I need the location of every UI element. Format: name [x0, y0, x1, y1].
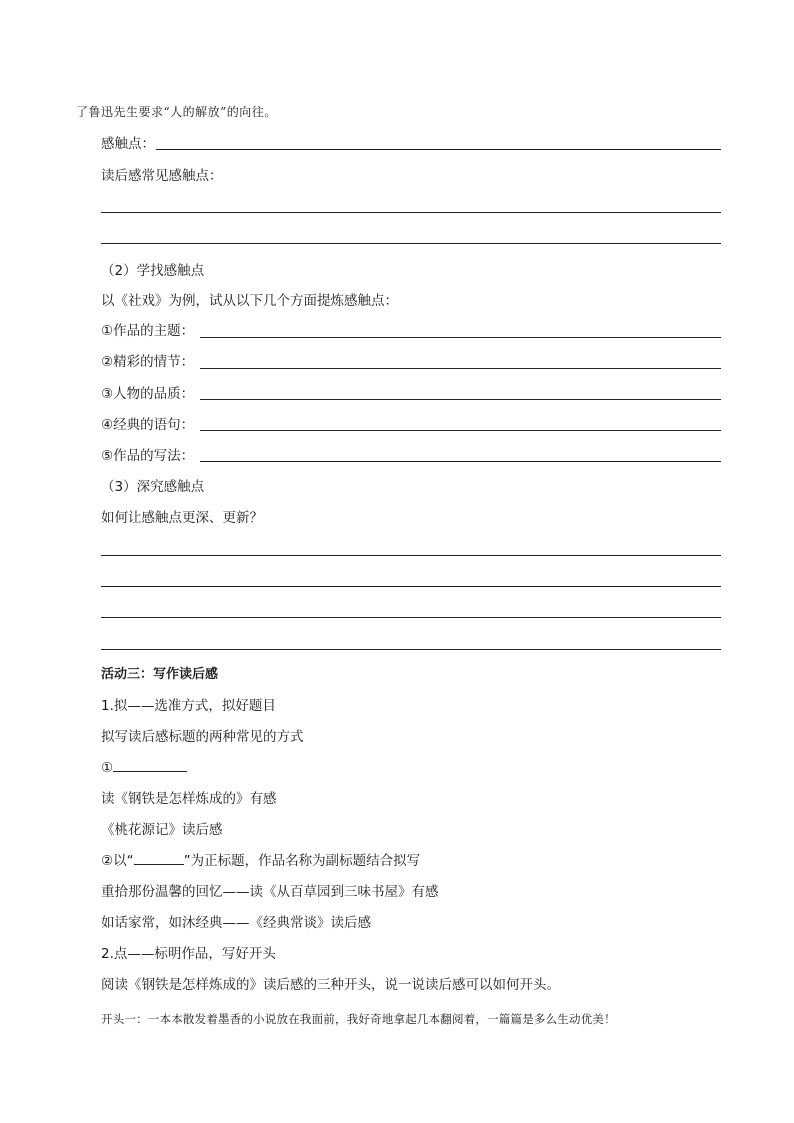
touchpoint-label: 感触点： — [101, 136, 155, 152]
aspect-technique-label: ⑤作品的写法： — [101, 448, 195, 464]
title-example: 读《钢铁是怎样炼成的》有感 — [101, 791, 277, 807]
method2-blank[interactable] — [134, 852, 184, 865]
method1-row — [101, 759, 187, 777]
answer-line[interactable] — [101, 212, 721, 213]
aspect-answer-line[interactable] — [200, 337, 721, 338]
step2-description: 阅读《钢铁是怎样炼成的》读后感的三种开头，说一说读后感可以如何开头。 — [101, 977, 560, 993]
section3-prompt: 如何让感触点更深、更新？ — [101, 510, 263, 526]
aspect-theme-label: ①作品的主题： — [101, 323, 195, 339]
common-touchpoints-label: 读后感常见感触点： — [101, 168, 223, 184]
step1-description: 拟写读后感标题的两种常见的方式 — [101, 729, 304, 745]
opening-one-text: 开头一：一本本散发着墨香的小说放在我面前，我好奇地拿起几本翻阅着，一篇篇是多么生动优美！ — [101, 1012, 616, 1026]
title-example: 重拾那份温馨的回忆——读《从百草园到三味书屋》有感 — [101, 884, 439, 900]
answer-line[interactable] — [101, 243, 721, 244]
title-example: 如话家常，如沐经典——《经典常谈》读后感 — [101, 915, 371, 931]
answer-line[interactable] — [101, 555, 721, 556]
section2-prompt: 以《社戏》为例，试从以下几个方面提炼感触点： — [101, 293, 398, 309]
aspect-character-label: ③人物的品质： — [101, 386, 195, 402]
aspect-quote-label: ④经典的语句： — [101, 417, 195, 433]
section2-heading: （2）学找感触点 — [101, 263, 205, 279]
aspect-answer-line[interactable] — [200, 399, 721, 400]
step2-title: 2.点——标明作品，写好开头 — [101, 946, 276, 962]
answer-line[interactable] — [101, 586, 721, 587]
title-example: 《桃花源记》读后感 — [101, 822, 223, 838]
method2-row — [101, 852, 420, 870]
method1-marker: ① — [101, 760, 114, 776]
method1-blank[interactable] — [113, 759, 187, 772]
aspect-answer-line[interactable] — [200, 461, 721, 462]
answer-line[interactable] — [101, 649, 721, 650]
aspect-plot-label: ②精彩的情节： — [101, 354, 195, 370]
touchpoint-answer-line[interactable] — [156, 149, 721, 150]
activity3-heading: 活动三：写作读后感 — [101, 667, 219, 682]
step1-title: 1.拟——选准方式，拟好题目 — [101, 698, 276, 714]
intro-line: 了鲁迅先生要求“人的解放”的向往。 — [76, 105, 277, 119]
section3-heading: （3）深究感触点 — [101, 479, 205, 495]
answer-line[interactable] — [101, 617, 721, 618]
aspect-answer-line[interactable] — [200, 430, 721, 431]
aspect-answer-line[interactable] — [200, 368, 721, 369]
method2-suffix: ”为正标题，作品名称为副标题结合拟写 — [183, 853, 421, 869]
method2-prefix: ②以“ — [101, 853, 134, 869]
